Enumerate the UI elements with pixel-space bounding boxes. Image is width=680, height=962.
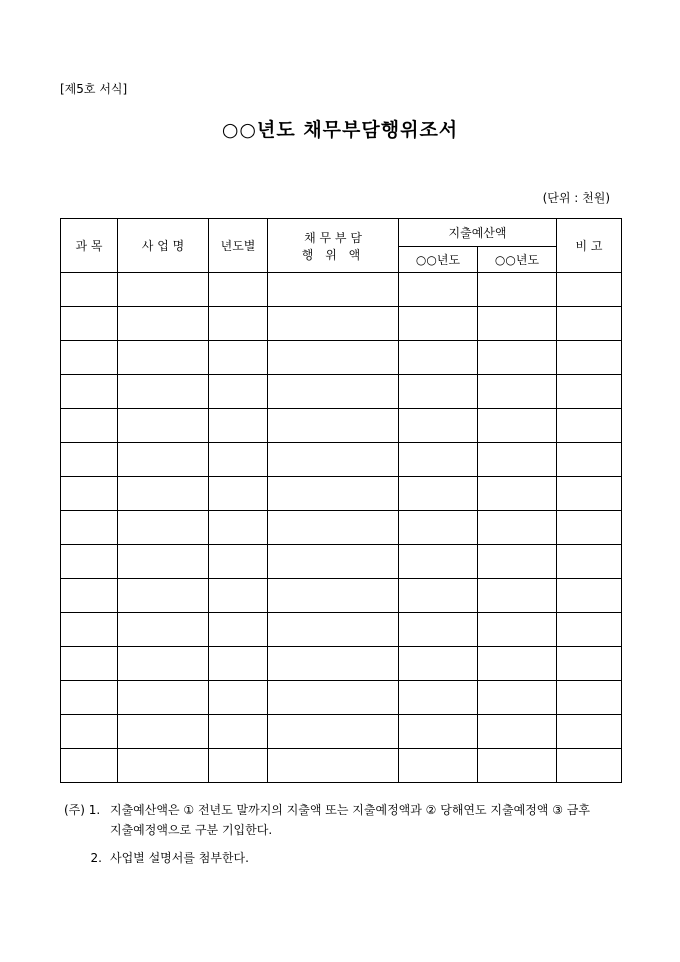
table-row bbox=[61, 341, 622, 375]
table-cell bbox=[268, 511, 399, 545]
table-cell bbox=[399, 681, 478, 715]
table-cell bbox=[209, 375, 268, 409]
table-cell bbox=[557, 307, 622, 341]
table-cell bbox=[268, 545, 399, 579]
table-cell bbox=[399, 511, 478, 545]
footnote-1-prefix: (주) 1. bbox=[64, 803, 101, 817]
table-cell bbox=[557, 477, 622, 511]
header-project-name: 사 업 명 bbox=[118, 219, 209, 273]
table-cell bbox=[478, 715, 557, 749]
table-cell bbox=[61, 545, 118, 579]
table-cell bbox=[399, 477, 478, 511]
table-cell bbox=[478, 545, 557, 579]
unit-label: (단위 : 천원) bbox=[542, 191, 610, 205]
table-row bbox=[61, 511, 622, 545]
table-cell bbox=[209, 681, 268, 715]
table-cell bbox=[118, 579, 209, 613]
table-cell bbox=[478, 409, 557, 443]
table-cell bbox=[268, 341, 399, 375]
footnote-1-line1: 지출예산액은 ① 전년도 말까지의 지출액 또는 지출예정액과 ② 당해연도 지출예정액 ③ 금후 bbox=[110, 803, 590, 817]
header-year-b: ○○년도 bbox=[478, 247, 557, 273]
footnote-1-line2: 지출예정액으로 구분 기입한다. bbox=[110, 823, 273, 837]
table-row bbox=[61, 613, 622, 647]
table-cell bbox=[268, 647, 399, 681]
table-cell bbox=[399, 443, 478, 477]
table-cell bbox=[478, 511, 557, 545]
table-cell bbox=[61, 375, 118, 409]
table-cell bbox=[61, 749, 118, 783]
table-cell bbox=[61, 443, 118, 477]
table-cell bbox=[61, 273, 118, 307]
table-cell bbox=[209, 749, 268, 783]
table-cell bbox=[61, 647, 118, 681]
table-cell bbox=[478, 273, 557, 307]
table-cell bbox=[557, 341, 622, 375]
table-cell bbox=[61, 409, 118, 443]
table-row bbox=[61, 409, 622, 443]
table-cell bbox=[209, 341, 268, 375]
table-row bbox=[61, 647, 622, 681]
table-cell bbox=[61, 477, 118, 511]
footnote-2-text: 사업별 설명서를 첨부한다. bbox=[110, 851, 249, 865]
form-number-label: [제5호 서식] bbox=[60, 82, 128, 96]
footnote-2 bbox=[64, 848, 621, 868]
header-debt-amount-line1: 채 무 부 담 bbox=[304, 230, 362, 245]
table-cell bbox=[268, 579, 399, 613]
table-cell bbox=[61, 579, 118, 613]
table-cell bbox=[557, 681, 622, 715]
footnotes bbox=[64, 800, 621, 868]
table-cell bbox=[399, 273, 478, 307]
header-year-a: ○○년도 bbox=[399, 247, 478, 273]
table-cell bbox=[557, 375, 622, 409]
table-cell bbox=[209, 477, 268, 511]
header-debt-amount bbox=[268, 219, 399, 273]
table-row bbox=[61, 375, 622, 409]
table-cell bbox=[268, 409, 399, 443]
table-cell bbox=[399, 307, 478, 341]
table-cell bbox=[268, 749, 399, 783]
table-cell bbox=[557, 545, 622, 579]
table-cell bbox=[61, 341, 118, 375]
table-cell bbox=[478, 613, 557, 647]
table-cell bbox=[209, 443, 268, 477]
table-cell bbox=[209, 715, 268, 749]
header-remarks: 비 고 bbox=[557, 219, 622, 273]
table-cell bbox=[399, 409, 478, 443]
table-cell bbox=[478, 307, 557, 341]
table-cell bbox=[61, 511, 118, 545]
table-cell bbox=[118, 511, 209, 545]
header-by-year: 년도별 bbox=[209, 219, 268, 273]
table-cell bbox=[118, 341, 209, 375]
debt-burden-table bbox=[60, 218, 622, 783]
table-cell bbox=[478, 375, 557, 409]
table-cell bbox=[268, 375, 399, 409]
table-cell bbox=[399, 647, 478, 681]
table-cell bbox=[478, 647, 557, 681]
table-row bbox=[61, 477, 622, 511]
document-title: ○○년도 채무부담행위조서 bbox=[221, 119, 459, 141]
table-cell bbox=[399, 341, 478, 375]
table-cell bbox=[557, 647, 622, 681]
table-cell bbox=[209, 511, 268, 545]
table-cell bbox=[557, 273, 622, 307]
table-cell bbox=[118, 647, 209, 681]
table-body bbox=[61, 273, 622, 783]
table-cell bbox=[399, 715, 478, 749]
table-row bbox=[61, 545, 622, 579]
table-cell bbox=[209, 273, 268, 307]
table-cell bbox=[118, 443, 209, 477]
table-cell bbox=[399, 545, 478, 579]
table-cell bbox=[118, 681, 209, 715]
table-cell bbox=[118, 375, 209, 409]
table-cell bbox=[399, 375, 478, 409]
table-cell bbox=[557, 511, 622, 545]
table-cell bbox=[61, 681, 118, 715]
table-cell bbox=[399, 749, 478, 783]
table-cell bbox=[268, 443, 399, 477]
table-cell bbox=[478, 681, 557, 715]
table-row bbox=[61, 443, 622, 477]
table-cell bbox=[399, 613, 478, 647]
footnote-1 bbox=[64, 800, 621, 840]
table-cell bbox=[268, 613, 399, 647]
table-cell bbox=[399, 579, 478, 613]
table-row bbox=[61, 681, 622, 715]
table-cell bbox=[61, 307, 118, 341]
header-debt-amount-line2: 행 위 액 bbox=[301, 247, 365, 262]
table-cell bbox=[118, 307, 209, 341]
table-cell bbox=[209, 409, 268, 443]
table-row bbox=[61, 273, 622, 307]
table-cell bbox=[61, 613, 118, 647]
table-cell bbox=[118, 545, 209, 579]
table-cell bbox=[209, 613, 268, 647]
table-cell bbox=[268, 273, 399, 307]
table-cell bbox=[478, 579, 557, 613]
table-cell bbox=[557, 715, 622, 749]
table-row bbox=[61, 579, 622, 613]
table-cell bbox=[209, 579, 268, 613]
table-cell bbox=[268, 477, 399, 511]
footnote-2-prefix: 2. bbox=[90, 851, 102, 865]
table-row bbox=[61, 307, 622, 341]
table-cell bbox=[268, 307, 399, 341]
table-cell bbox=[268, 681, 399, 715]
table-cell bbox=[478, 749, 557, 783]
table-cell bbox=[209, 647, 268, 681]
table-cell bbox=[118, 749, 209, 783]
table-cell bbox=[557, 749, 622, 783]
table-cell bbox=[478, 443, 557, 477]
table-cell bbox=[118, 273, 209, 307]
table-cell bbox=[118, 715, 209, 749]
header-expenditure-budget: 지출예산액 bbox=[399, 219, 557, 247]
table-row bbox=[61, 749, 622, 783]
table-cell bbox=[61, 715, 118, 749]
table-cell bbox=[118, 613, 209, 647]
table-row bbox=[61, 715, 622, 749]
table-cell bbox=[209, 545, 268, 579]
table-cell bbox=[118, 409, 209, 443]
table-cell bbox=[557, 579, 622, 613]
table-cell bbox=[209, 307, 268, 341]
table-cell bbox=[557, 409, 622, 443]
table-cell bbox=[478, 341, 557, 375]
table-cell bbox=[557, 613, 622, 647]
table-cell bbox=[557, 443, 622, 477]
table-cell bbox=[268, 715, 399, 749]
table-cell bbox=[118, 477, 209, 511]
table-cell bbox=[478, 477, 557, 511]
header-subject: 과 목 bbox=[61, 219, 118, 273]
